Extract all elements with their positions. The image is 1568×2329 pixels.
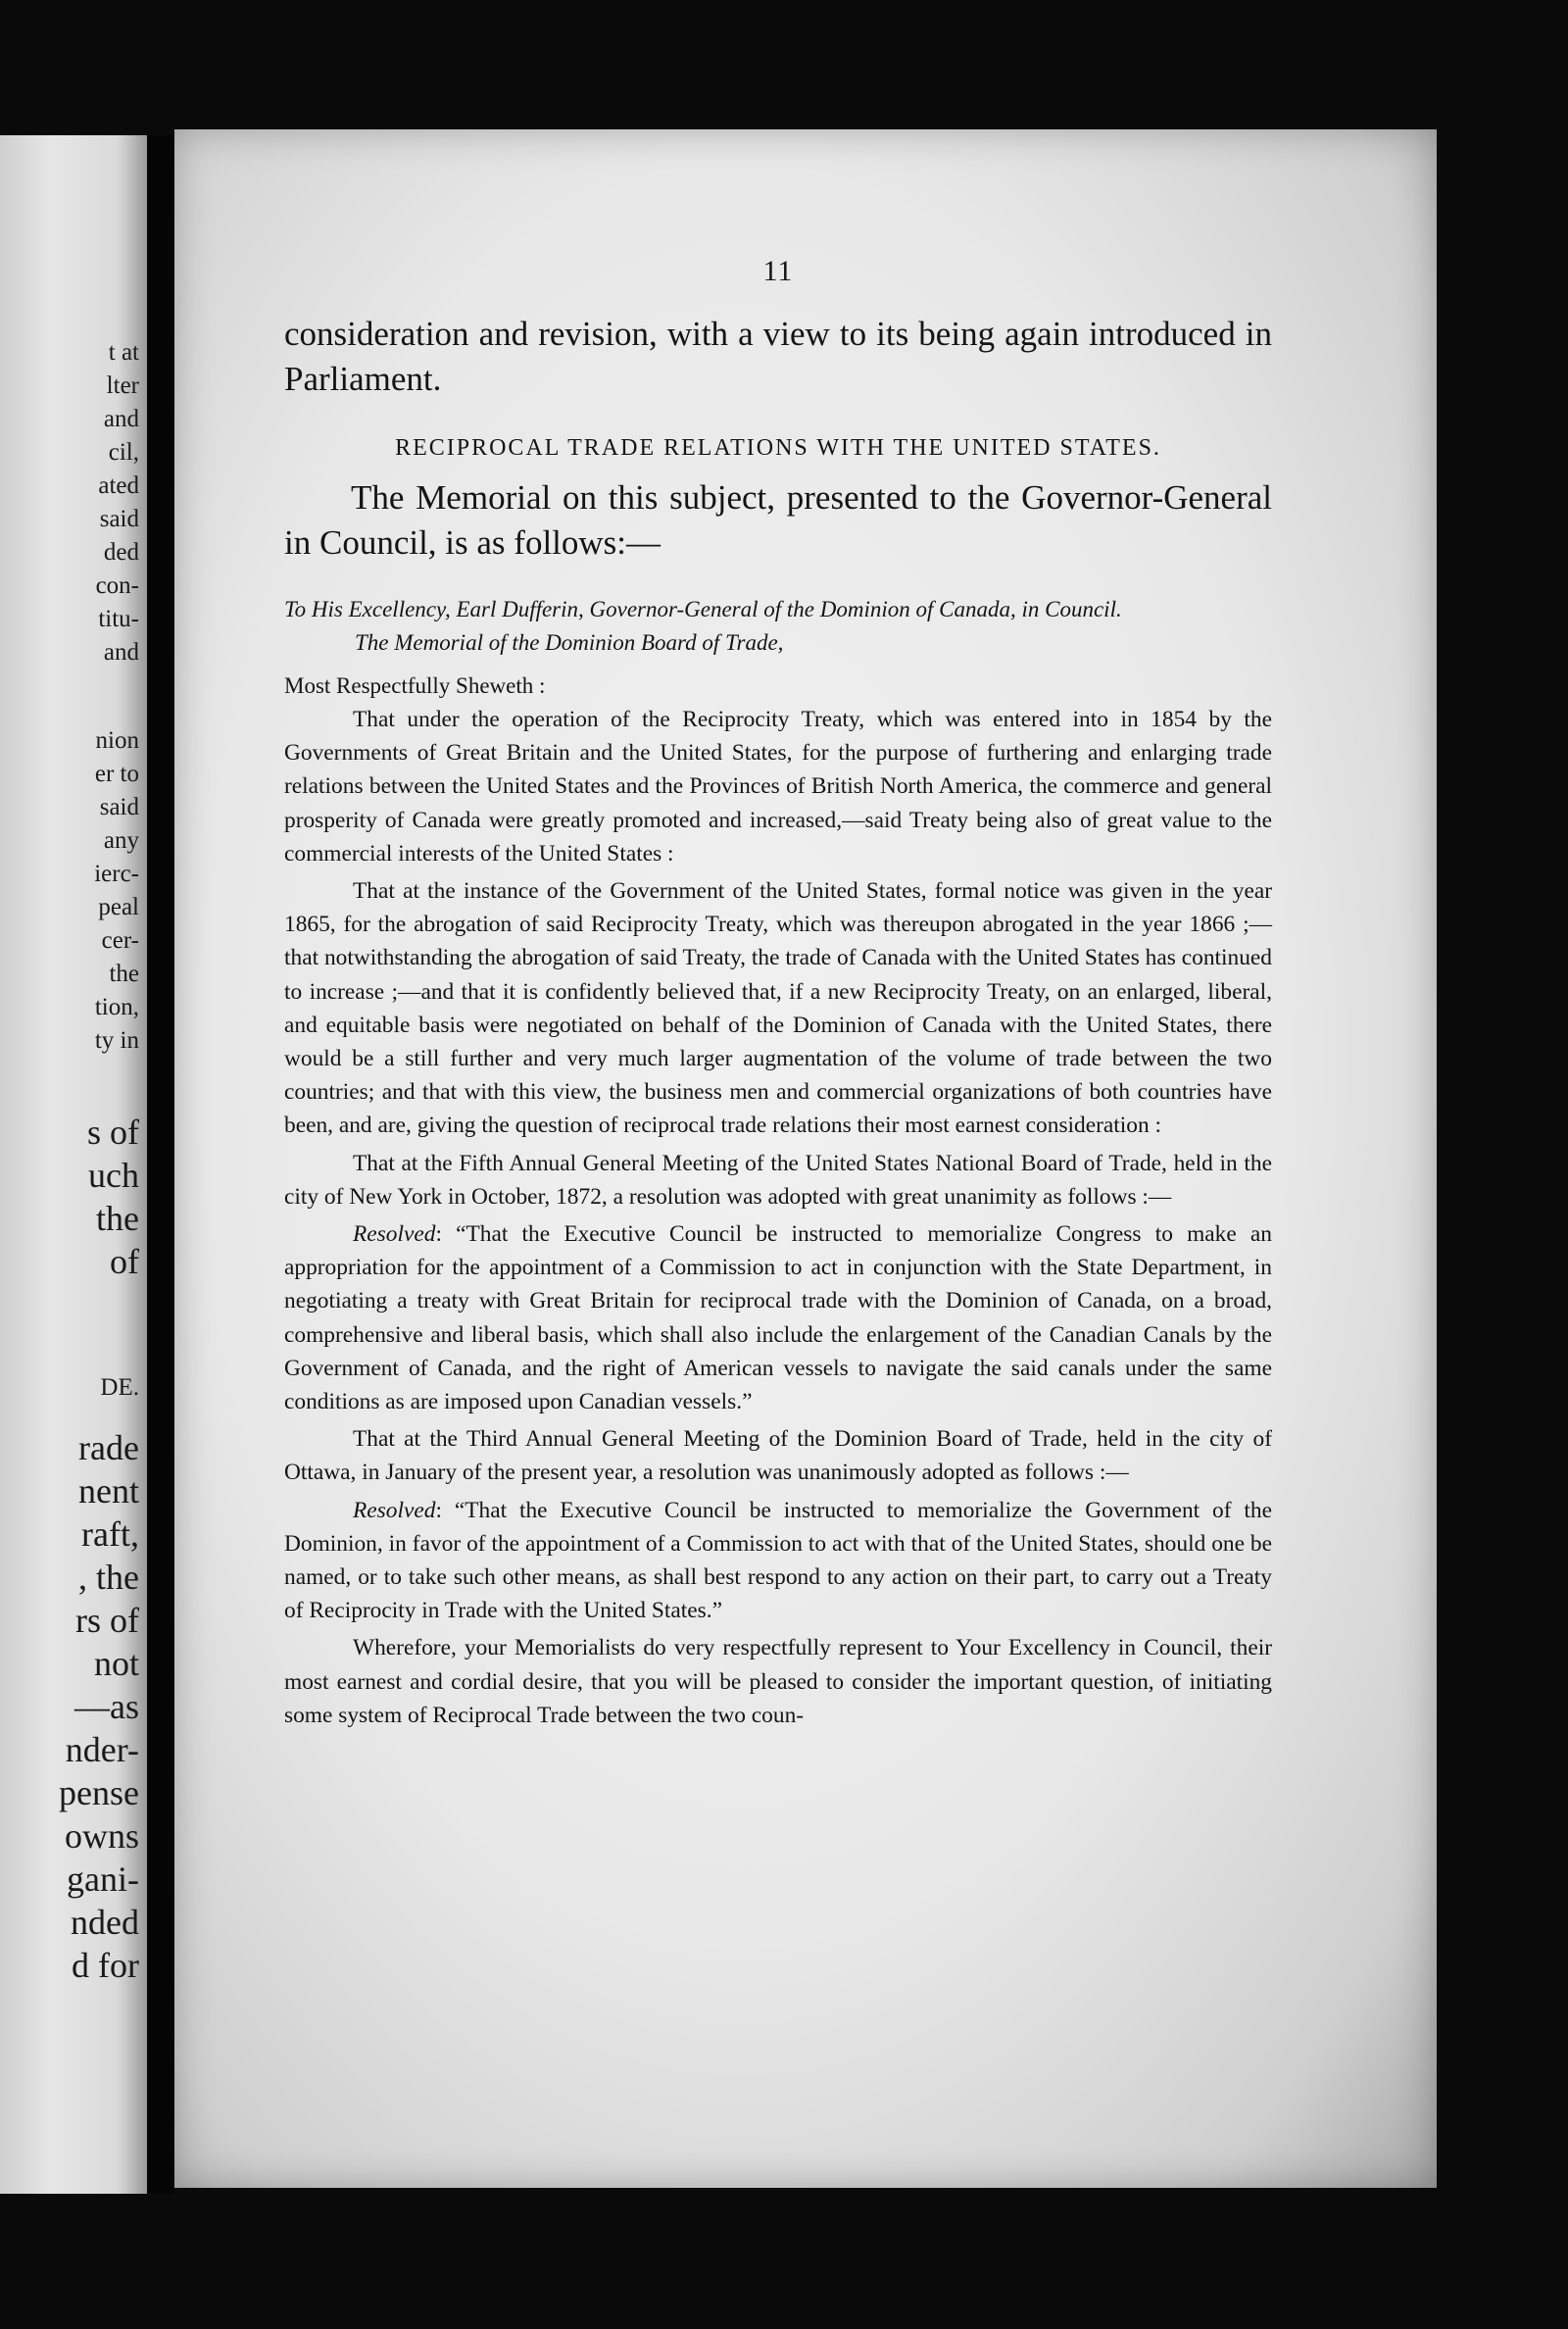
left-page-text-fragment: s of (87, 1113, 139, 1152)
left-page-text-fragment: the (96, 1199, 139, 1238)
left-page-text-fragment: rade (78, 1428, 139, 1467)
resolution-paragraph (284, 1494, 1272, 1628)
left-page-text-fragment: titu- (98, 606, 139, 632)
left-page-text-fragment: nent (78, 1471, 139, 1511)
section-heading: RECIPROCAL TRADE RELATIONS WITH THE UNITED STATES. (395, 435, 1161, 461)
left-page-text-fragment: ierc- (94, 861, 139, 887)
left-page-text-fragment: peal (98, 894, 139, 920)
left-page-text-fragment: er to (94, 761, 139, 787)
left-page-text-fragment: cil, (108, 439, 139, 466)
left-page-text-fragment: gani- (67, 1859, 139, 1899)
paragraph-text: That at the Third Annual General Meeting of the Dominion Board of Trade, held in the city of Ottawa, in January of the present year, a resolution was unanimously adopted as follows :— (284, 1426, 1272, 1486)
left-page-text-fragment: said (99, 506, 139, 532)
left-page-text-fragment: ty in (94, 1027, 139, 1054)
resolved-label: Resolved (353, 1221, 436, 1248)
paragraph-text: That at the instance of the Government of the United States, formal notice was given in the year 1865, for the abrogation of said Reciprocity Treaty, which was thereupon abrogated in the year 1866 ;—that notwithstanding the abrogation of said Treaty, the trade of Canada with the United States has continued to increase ;—and that it is confidently believed that, if a new Reciprocity Treaty, on an enlarged, liberal, and equitable basis were negotiated on behalf of the Dominion of Canada with the United States, there would be a still further and very much larger augmentation of the volume of trade between the two countries; and that with this view, the business men and commercial organizations of both countries have been, and are, giving the question of reciprocal trade relations their most earnest consideration : (284, 878, 1272, 1139)
body-paragraph (284, 703, 1272, 870)
body-paragraph (284, 1631, 1272, 1732)
left-page-text-fragment: ated (98, 472, 139, 499)
left-page-text-fragment: the (109, 961, 139, 987)
lead-paragraph: consideration and revision, with a view to its being again introduced in Parliament. (284, 315, 1272, 398)
document-page (174, 129, 1437, 2188)
left-page-text-fragment: d for (72, 1946, 139, 1985)
left-page-text-fragment: con- (95, 572, 139, 599)
left-page-text-fragment: pense (59, 1773, 139, 1812)
left-page-text-fragment: ded (103, 539, 139, 566)
body-paragraph (284, 1147, 1272, 1214)
left-facing-page (0, 135, 147, 2194)
left-page-text-fragment: nion (95, 727, 139, 754)
left-page-text-fragment: of (110, 1242, 139, 1281)
left-page-text-fragment: , the (78, 1558, 139, 1597)
left-page-text-fragment: nded (71, 1903, 139, 1942)
left-page-text-fragment: raft, (81, 1514, 139, 1554)
page-content (284, 255, 1272, 1736)
left-page-text-fragment: owns (64, 1816, 139, 1856)
left-page-text-fragment: lter (106, 372, 139, 399)
body-paragraph (284, 1422, 1272, 1489)
left-page-text-fragment: nder- (65, 1730, 139, 1769)
left-page-text-fragment: said (99, 794, 139, 820)
left-page-text-fragment: uch (88, 1156, 139, 1195)
salutation: Most Respectfully Sheweth : (284, 673, 546, 698)
left-page-text-fragment: t at (108, 339, 139, 366)
page-number: 11 (762, 255, 794, 287)
memorial-title-line: The Memorial of the Dominion Board of Trade, (355, 630, 784, 655)
left-page-text-fragment: and (103, 406, 139, 432)
paragraph-text: That under the operation of the Reciprocity Treaty, which was entered into in 1854 by the Governments of Great Britain and the United States, for the purpose of furthering and enlarging trade relations between the United States and the Provinces of British North America, the commerce and general prosperity of Canada were greatly promoted and increased,—said Treaty being also of great value to the commercial interests of the United States : (284, 707, 1272, 867)
left-page-text-fragment: and (103, 639, 139, 666)
memorial-addressee (284, 593, 1272, 660)
left-page-text-fragment: —as (74, 1687, 139, 1726)
left-page-text-fragment: rs of (75, 1601, 139, 1640)
paragraph-text: That at the Fifth Annual General Meeting of the United States National Board of Trade, held in the city of New York in October, 1872, a resolution was adopted with great unanimity as follows :— (284, 1150, 1272, 1210)
intro-paragraph: The Memorial on this subject, presented to the Governor-General in Council, is as follows:— (284, 478, 1272, 562)
paragraph-text: Wherefore, your Memorialists do very respectfully represent to Your Excellency in Council, their most earnest and cordial desire, that you will be pleased to consider the important question, of initiating some system of Reciprocal Trade between the two coun- (284, 1635, 1272, 1728)
resolution-paragraph (284, 1217, 1272, 1418)
left-page-text-fragment: tion, (94, 994, 139, 1020)
left-page-text-fragment: cer- (101, 927, 139, 954)
resolved-label: Resolved (353, 1497, 436, 1523)
book-gutter (147, 135, 174, 2194)
left-page-text-fragment: any (103, 827, 139, 854)
addressee-line: To His Excellency, Earl Dufferin, Governor-General of the Dominion of Canada, in Council. (284, 597, 1122, 621)
memorial-body (284, 703, 1272, 1732)
paragraph-text: : “That the Executive Council be instructed to memorialize the Government of the Dominion, in favor of the appointment of a Commission to act with that of the United States, should one be named, or to take such other means, as shall best respond to any action on their part, to carry out a Treaty of Reciprocity in Trade with the United States.” (284, 1497, 1272, 1624)
paragraph-text: : “That the Executive Council be instructed to memorialize Congress to make an appropriation for the appointment of a Commission to act in conjunction with the State Department, in negotiating a treaty with Great Britain for reciprocal trade with the Dominion of Canada, on a broad, comprehensive and liberal basis, which shall also include the enlargement of the Canadian Canals by the Government of Canada, and the right of American vessels to navigate the said canals under the same conditions as are imposed upon Canadian vessels.” (284, 1221, 1272, 1415)
left-page-text-fragment: DE. (100, 1374, 139, 1401)
body-paragraph (284, 874, 1272, 1143)
left-page-text-fragment: not (93, 1644, 139, 1683)
